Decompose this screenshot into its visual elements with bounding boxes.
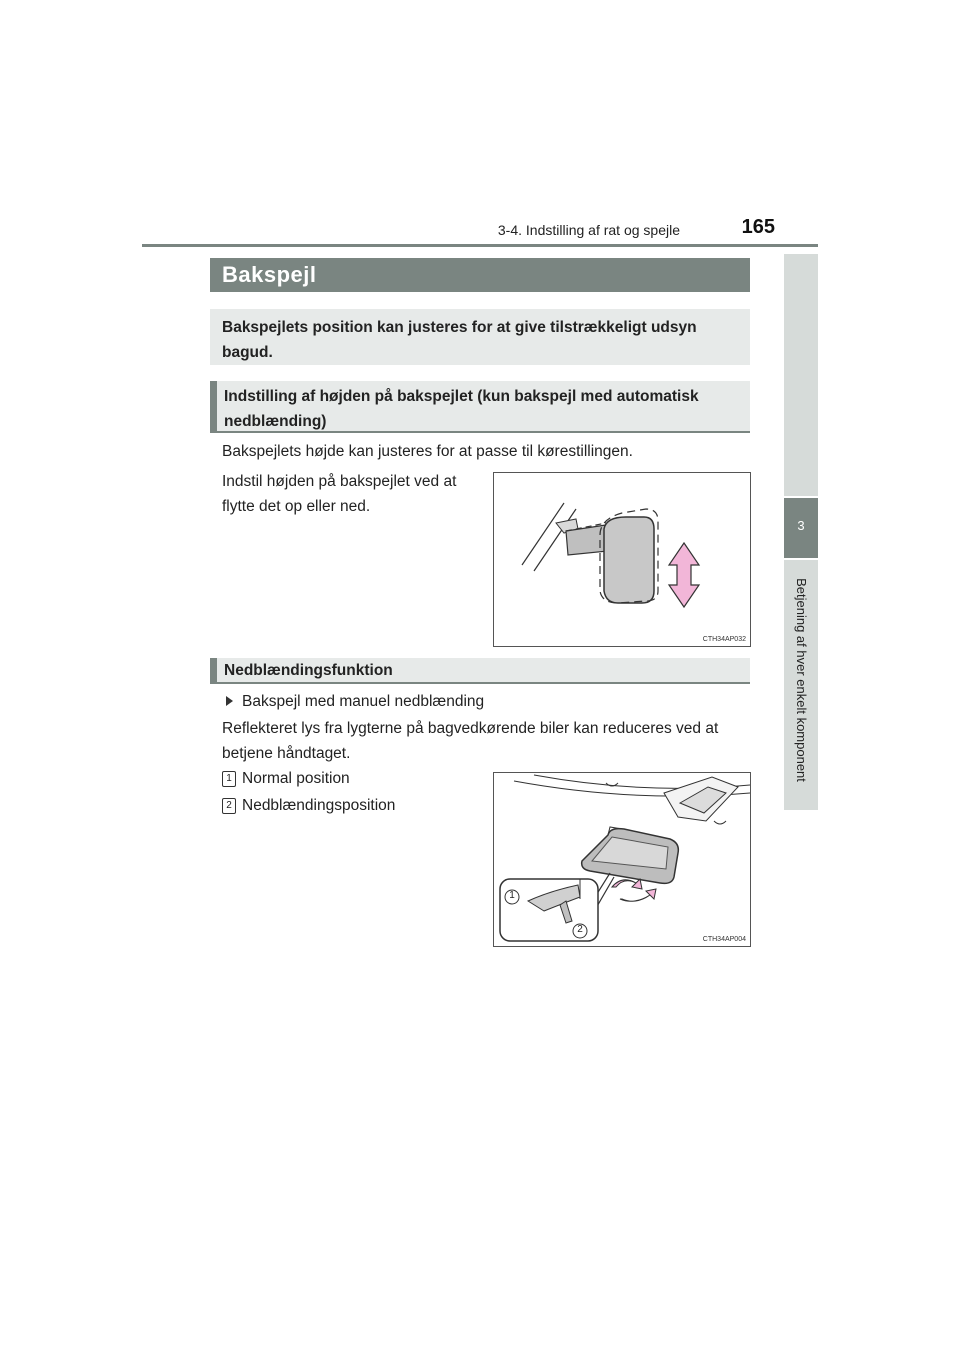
bullet-heading: Bakspejl med manuel nedblænding: [242, 693, 485, 710]
antiglare-illustration: [494, 773, 750, 946]
item-label-antiglare: Nedblændingsposition: [242, 797, 396, 814]
figure-mirror-height: [493, 472, 751, 647]
section-heading-accent: [210, 658, 217, 684]
section1-instruction: Indstil højden på bakspejlet ved at flytte det op eller ned.: [222, 473, 457, 515]
chapter-tab-strip: [784, 254, 818, 496]
running-header: 3-4. Indstilling af rat og spejle: [497, 222, 680, 238]
callout-2: 2: [577, 924, 583, 935]
item-number-badge: 1: [222, 771, 236, 787]
page-number: 165: [741, 216, 775, 238]
page-title: Bakspejl: [222, 262, 317, 287]
figure-antiglare-lever: [493, 772, 751, 947]
bullet-triangle-icon: [226, 696, 233, 706]
chapter-title: Betjening af hver enkelt komponent: [794, 578, 809, 782]
section-heading-accent: [210, 381, 217, 433]
mirror-height-illustration: [494, 473, 750, 646]
figure-code: CTH34AP004: [702, 936, 746, 943]
callout-1: 1: [509, 890, 515, 901]
section-heading-height: Indstilling af højden på bakspejlet (kun bakspejl med automatisk nedblænding): [224, 388, 699, 430]
figure-code: CTH34AP032: [702, 636, 746, 643]
chapter-number: 3: [797, 518, 805, 533]
header-rule: [142, 244, 818, 247]
section2-paragraph: Reflekteret lys fra lygterne på bagvedkørende biler kan reduceres ved at betjene håndtaget.: [222, 720, 719, 762]
intro-text: Bakspejlets position kan justeres for at give tilstrækkeligt udsyn bagud.: [222, 319, 697, 361]
item-label-normal: Normal position: [242, 770, 350, 787]
item-number-badge: 2: [222, 798, 236, 814]
section1-paragraph: Bakspejlets højde kan justeres for at passe til kørestillingen.: [222, 443, 633, 460]
section-heading-antiglare: Nedblændingsfunktion: [224, 662, 393, 679]
